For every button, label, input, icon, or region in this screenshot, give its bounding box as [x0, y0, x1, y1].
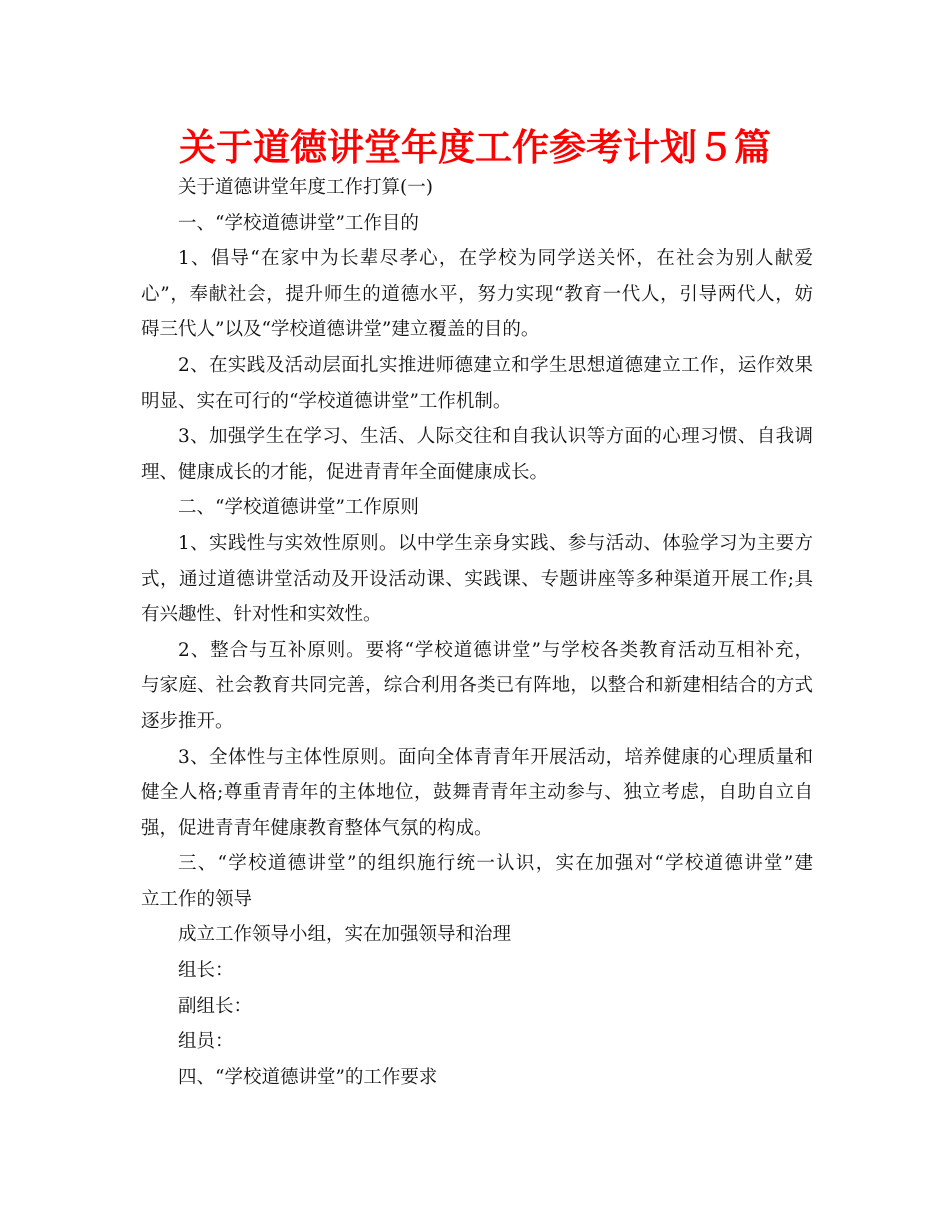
paragraph-line: 有兴趣性、针对性和实效性。	[141, 604, 382, 626]
paragraph-line: 式，通过道德讲堂活动及开设活动课、实践课、专题讲座等多种渠道开展工作;具	[141, 568, 813, 590]
paragraph-line: 健全人格;尊重青青年的主体地位，鼓舞青青年主动参与、独立考虑，自助自立自	[141, 782, 813, 804]
paragraph-line: 成立工作领导小组，实在加强领导和治理	[178, 924, 512, 946]
paragraph-line: 理、健康成长的才能，促进青青年全面健康成长。	[141, 461, 549, 483]
document-body	[141, 170, 813, 1095]
paragraph-line: 逐步推开。	[141, 710, 234, 732]
document-title: 关于道德讲堂年度工作参考计划５篇	[179, 126, 771, 169]
role-deputy-leader: 副组长：	[178, 995, 253, 1017]
role-members: 组员：	[178, 1031, 234, 1053]
paragraph-line: 2、整合与互补原则。要将“学校道德讲堂”与学校各类教育活动互相补充，	[178, 639, 813, 661]
section-heading: 三、“学校道德讲堂”的组织施行统一认识，实在加强对“学校道德讲堂”建	[178, 853, 813, 875]
paragraph-line: 强，促进青青年健康教育整体气氛的构成。	[141, 817, 493, 839]
paragraph-line: 心”，奉献社会，提升师生的道德水平，努力实现“教育一代人，引导两代人，妨	[141, 283, 813, 305]
paragraph-line: 明显、实在可行的“学校道德讲堂”工作机制。	[141, 390, 512, 412]
section-heading-continued: 立工作的领导	[141, 888, 253, 910]
paragraph-line: 1、倡导“在家中为长辈尽孝心，在学校为同学送关怀，在社会为别人献爱	[178, 248, 813, 270]
paragraph-line: 碍三代人”以及“学校道德讲堂”建立覆盖的目的。	[141, 319, 540, 341]
paragraph-line: 1、实践性与实效性原则。以中学生亲身实践、参与活动、体验学习为主要方	[178, 532, 813, 554]
section-heading: 四、“学校道德讲堂”的工作要求	[178, 1066, 438, 1088]
section-heading: 一、“学校道德讲堂”工作目的	[178, 212, 419, 234]
role-leader: 组长：	[178, 960, 234, 982]
paragraph-line: 2、在实践及活动层面扎实推进师德建立和学生思想道德建立工作，运作效果	[178, 354, 813, 376]
subtitle-line: 关于道德讲堂年度工作打算(一)	[178, 177, 433, 198]
paragraph-line: 与家庭、社会教育共同完善，综合利用各类已有阵地，以整合和新建相结合的方式	[141, 675, 813, 697]
paragraph-line: 3、加强学生在学习、生活、人际交往和自我认识等方面的心理习惯、自我调	[178, 426, 813, 448]
paragraph-line: 3、全体性与主体性原则。面向全体青青年开展活动，培养健康的心理质量和	[178, 746, 813, 768]
section-heading: 二、“学校道德讲堂”工作原则	[178, 497, 419, 519]
